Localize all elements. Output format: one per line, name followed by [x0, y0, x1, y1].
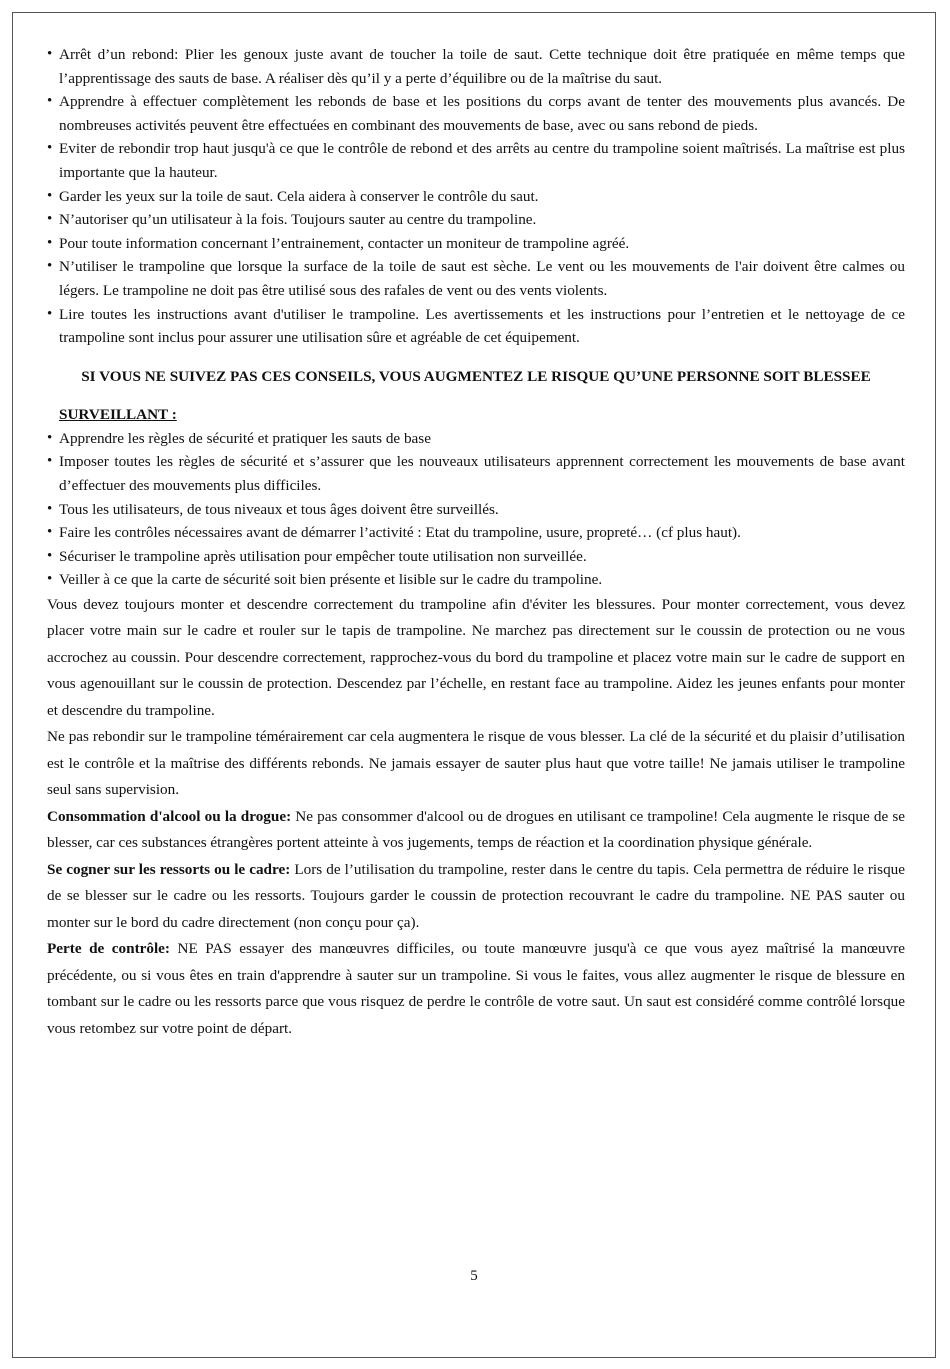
list-item: • Lire toutes les instructions avant d'utiliser le trampoline. Les avertissements et les instructions pour l’entretien et le nettoyage de ce trampoline sont inclus pour assurer une utilisation sûre et agréable de cet équipement.: [47, 303, 905, 350]
list-item: • Apprendre à effectuer complètement les rebonds de base et les positions du corps avant de tenter des mouvements plus avancés. De nombreuses activités peuvent être effectuées en combinant des mouvements de base, avec ou sans rebond de pieds.: [47, 90, 905, 137]
list-item: • Arrêt d’un rebond: Plier les genoux juste avant de toucher la toile de saut. Cette technique doit être pratiquée en même temps que l’apprentissage des sauts de base. A réaliser dès qu’il y a perte d’équilibre ou de la maîtrise du saut.: [47, 43, 905, 90]
mounting-paragraph: Vous devez toujours monter et descendre correctement du trampoline afin d'éviter les blessures. Pour monter correctement, vous devez placer votre main sur le cadre et rouler sur le tapis de trampoline. Ne marchez pas directement sur le coussin de protection ou ne vous accrochez au coussin. Pour descendre correctement, rapprochez-vous du bord du trampoline et placez votre main sur le cadre de support en vous agenouillant sur le coussin de protection. Descendez par l’échelle, en restant face au trampoline. Aidez les jeunes enfants pour monter et descendre du trampoline.: [47, 595, 905, 719]
list-item: • Pour toute information concernant l’entrainement, contacter un moniteur de trampoline agréé.: [47, 232, 905, 256]
list-item: • Sécuriser le trampoline après utilisation pour empêcher toute utilisation non surveillée.: [47, 545, 905, 569]
list-item: • Veiller à ce que la carte de sécurité soit bien présente et lisible sur le cadre du trampoline.: [47, 568, 905, 592]
document-page: [12, 12, 936, 1358]
alcohol-term: Consommation d'alcool ou la drogue:: [47, 807, 292, 825]
bouncing-paragraph: Ne pas rebondir sur le trampoline témérairement car cela augmentera le risque de vous blesser. La clé de la sécurité et du plaisir d’utilisation est le contrôle et la maîtrise des différents rebonds. Ne jamais essayer de sauter plus haut que votre taille! Ne jamais utiliser le trampoline seul sans supervision.: [47, 728, 905, 799]
list-item: • Tous les utilisateurs, de tous niveaux et tous âges doivent être surveillés.: [47, 498, 905, 522]
control-paragraph: [47, 936, 905, 1042]
list-item: • N’utiliser le trampoline que lorsque la surface de la toile de saut est sèche. Le vent ou les mouvements de l'air doivent être calmes ou légers. Le trampoline ne doit pas être utilisé sous des rafales de vent ou des vents violents.: [47, 255, 905, 302]
safety-rules-list: [47, 43, 905, 350]
list-item: • Imposer toutes les règles de sécurité et s’assurer que les nouveaux utilisateurs apprennent correctement les mouvements de base avant d’effectuer des mouvements plus difficiles.: [47, 450, 905, 497]
page-content: [47, 43, 905, 1042]
springs-term: Se cogner sur les ressorts ou le cadre:: [47, 860, 291, 878]
alcohol-paragraph: [47, 804, 905, 857]
supervisor-heading: SURVEILLANT :: [59, 405, 177, 423]
list-item: • Faire les contrôles nécessaires avant de démarrer l’activité : Etat du trampoline, usure, propreté… (cf plus haut).: [47, 521, 905, 545]
springs-paragraph: [47, 857, 905, 937]
alcohol-text: Ne pas consommer d'alcool ou de drogues en utilisant ce trampoline! Cela augmente le risque de se blesser, car ces substances étrangères portent atteinte à vos jugements, temps de réaction et la coordination physique générale.: [47, 807, 905, 852]
warning-heading: SI VOUS NE SUIVEZ PAS CES CONSEILS, VOUS AUGMENTEZ LE RISQUE QU’UNE PERSONNE SOIT BLESSEE: [81, 367, 871, 385]
list-item: • N’autoriser qu’un utilisateur à la fois. Toujours sauter au centre du trampoline.: [47, 208, 905, 232]
springs-text: Lors de l’utilisation du trampoline, rester dans le centre du tapis. Cela permettra de réduire le risque de se blesser sur le cadre ou les ressorts. Toujours garder le coussin de protection recouvrant le cadre du trampoline. NE PAS sauter ou monter sur le bord du cadre directement (non conçu pour ça).: [47, 860, 905, 931]
control-term: Perte de contrôle:: [47, 940, 170, 958]
list-item: • Apprendre les règles de sécurité et pratiquer les sauts de base: [47, 427, 905, 451]
page-number: 5: [470, 1268, 478, 1284]
supervisor-list: [47, 427, 905, 592]
list-item: • Eviter de rebondir trop haut jusqu'à ce que le contrôle de rebond et des arrêts au centre du trampoline soient maîtrisés. La maîtrise est plus importante que la hauteur.: [47, 137, 905, 184]
list-item: • Garder les yeux sur la toile de saut. Cela aidera à conserver le contrôle du saut.: [47, 185, 905, 209]
control-text: NE PAS essayer des manœuvres difficiles, ou toute manœuvre jusqu'à ce que vous ayez maîtrisé la manœuvre précédente, ou si vous êtes en train d'apprendre à sauter sur un trampoline. Si vous le faites, vous allez augmenter le risque de blessure en tombant sur le cadre ou les ressorts parce que vous risquez de perdre le contrôle de votre saut. Un saut est considéré comme contrôlé lorsque vous retombez sur votre point de départ.: [47, 940, 905, 1037]
